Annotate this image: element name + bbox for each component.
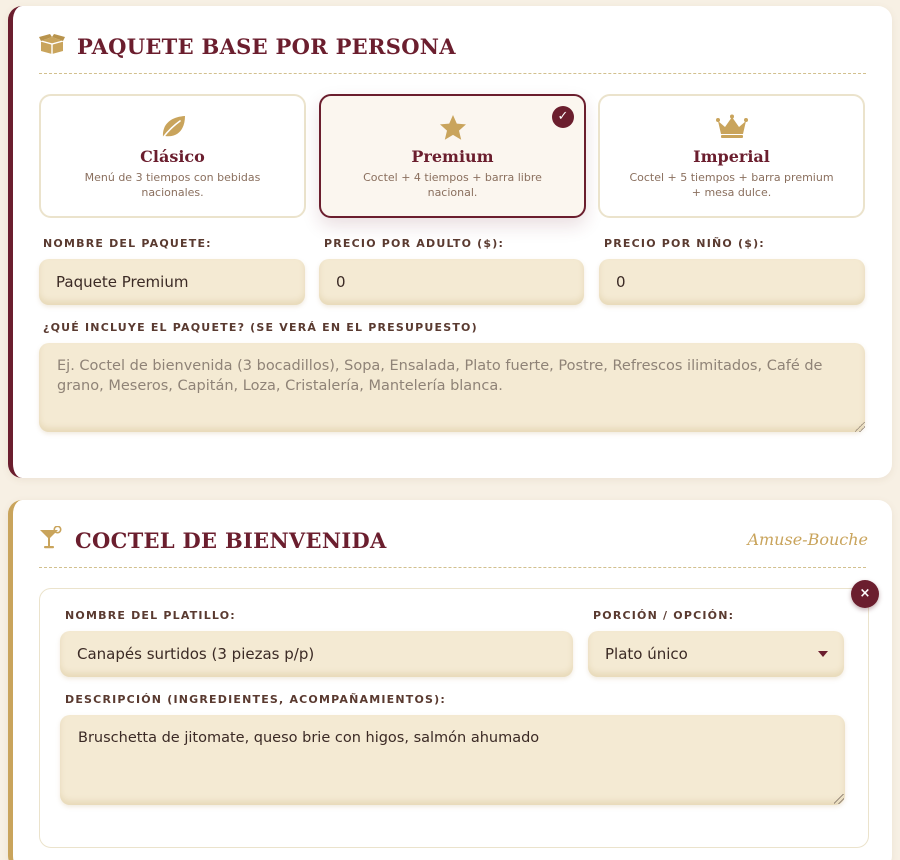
package-includes-label: ¿QUÉ INCLUYE EL PAQUETE? (SE VERÁ EN EL PRESUPUESTO) <box>43 321 478 334</box>
package-name: Premium <box>411 147 494 166</box>
welcome-cocktail-section <box>8 500 892 860</box>
package-name-label: NOMBRE DEL PAQUETE: <box>43 237 212 250</box>
cocktail-header <box>39 520 387 560</box>
star-icon <box>439 114 467 145</box>
child-price-label: PRECIO POR NIÑO ($): <box>604 237 765 250</box>
child-price-input[interactable]: 0 <box>599 259 865 305</box>
adult-price-label: PRECIO POR ADULTO ($): <box>324 237 505 250</box>
dish-card <box>39 588 869 848</box>
section-title: PAQUETE BASE POR PERSONA <box>77 33 456 59</box>
package-description: Menú de 3 tiempos con bebidas nacionales. <box>84 171 261 199</box>
package-option-imperial[interactable] <box>598 94 865 218</box>
portion-select[interactable] <box>588 631 844 677</box>
dish-description-textarea[interactable]: Bruschetta de jitomate, queso brie con higos, salmón ahumado <box>60 715 845 805</box>
package-option-premium[interactable] <box>319 94 586 218</box>
adult-price-input[interactable]: 0 <box>319 259 584 305</box>
leaf-icon <box>159 114 187 144</box>
crown-icon <box>716 114 748 143</box>
selected-check-icon: ✓ <box>552 106 574 128</box>
portion-label: PORCIÓN / OPCIÓN: <box>593 609 735 622</box>
package-name: Clásico <box>140 147 205 166</box>
dish-name-label: NOMBRE DEL PLATILLO: <box>65 609 236 622</box>
base-package-header <box>39 26 456 66</box>
portion-value: Plato único <box>605 645 688 663</box>
package-name: Imperial <box>693 147 770 166</box>
package-description: Coctel + 5 tiempos + barra premium + mesa dulce. <box>629 171 834 199</box>
cocktail-glass-icon <box>39 526 63 554</box>
package-option-clasico[interactable] <box>39 94 306 218</box>
course-tag: Amuse-Bouche <box>747 530 868 549</box>
package-name-input[interactable]: Paquete Premium <box>39 259 305 305</box>
section-divider <box>39 73 866 74</box>
section-title: COCTEL DE BIENVENIDA <box>75 527 387 553</box>
package-description: Coctel + 4 tiempos + barra libre nacional. <box>363 171 542 199</box>
dish-name-input[interactable]: Canapés surtidos (3 piezas p/p) <box>60 631 573 677</box>
base-package-section <box>8 6 892 478</box>
dish-description-label: DESCRIPCIÓN (INGREDIENTES, ACOMPAÑAMIENTOS): <box>65 693 446 706</box>
resize-handle-icon[interactable] <box>834 794 844 804</box>
remove-dish-button[interactable]: × <box>851 580 879 608</box>
package-includes-textarea[interactable]: Ej. Coctel de bienvenida (3 bocadillos), Sopa, Ensalada, Plato fuerte, Postre, Refrescos ilimitados, Café de grano, Meseros, Capitán, Loza, Cristalería, Mantelería blanca. <box>39 343 865 432</box>
box-icon <box>39 34 65 58</box>
resize-handle-icon[interactable] <box>855 422 865 432</box>
chevron-down-icon <box>818 651 828 657</box>
section-divider <box>39 567 866 568</box>
